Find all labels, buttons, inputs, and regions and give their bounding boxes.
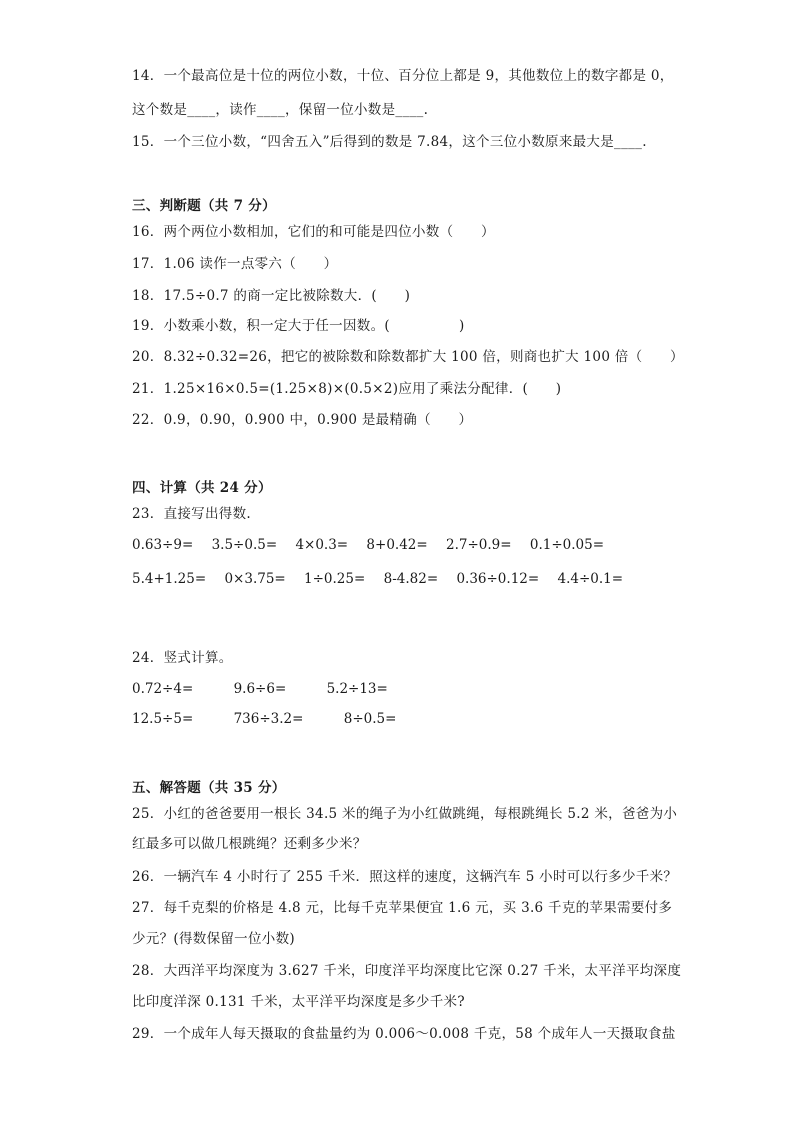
section-3-heading: 三、判断题（共 7 分）: [132, 198, 276, 214]
question-24: 24．竖式计算。: [132, 650, 233, 666]
question-16: 16．两个两位小数相加，它们的和可能是四位小数（ ）: [132, 224, 495, 240]
question-19: 19．小数乘小数，积一定大于任一因数。( ): [132, 318, 465, 334]
question-22: 22．0.9，0.90，0.900 中，0.900 是最精确（ ）: [132, 412, 473, 428]
oral-calc-item: 0×3.75=: [224, 571, 286, 587]
oral-calc-item: 3.5÷0.5=: [211, 537, 278, 553]
question-17: 17．1.06 读作一点零六（ ）: [132, 256, 338, 272]
question-25-line-2: 红最多可以做几根跳绳？还剩多少米？: [132, 836, 367, 852]
vertical-calc-item: 0.72÷4=: [132, 681, 194, 697]
oral-calc-row-2: [132, 569, 623, 589]
oral-calc-item: 1÷0.25=: [304, 571, 366, 587]
section-5-heading: 五、解答题（共 35 分）: [132, 780, 286, 796]
question-23: 23．直接写出得数.: [132, 506, 251, 522]
question-14-line-2: 这个数是____，读作____，保留一位小数是____.: [132, 102, 429, 118]
question-25-line-1: 25．小红的爸爸要用一根长 34.5 米的绳子为小红做跳绳，每根跳绳长 5.2 米，爸爸为小: [132, 806, 678, 822]
vertical-calc-item: 9.6÷6=: [233, 681, 287, 697]
section-4-heading: 四、计算（共 24 分）: [132, 480, 272, 496]
oral-calc-item: 5.4+1.25=: [132, 571, 207, 587]
question-18: 18．17.5÷0.7 的商一定比被除数大．( ): [132, 288, 411, 304]
question-26: 26．一辆汽车 4 小时行了 255 千米．照这样的速度，这辆汽车 5 小时可以行多少千米？: [132, 869, 678, 885]
vertical-calc-item: 5.2÷13=: [326, 681, 388, 697]
oral-calc-item: 4.4÷0.1=: [557, 571, 624, 587]
oral-calc-item: 8+0.42=: [366, 537, 428, 553]
vertical-calc-item: 736÷3.2=: [233, 711, 304, 727]
oral-calc-item: 4×0.3=: [295, 537, 349, 553]
vertical-calc-item: 8÷0.5=: [343, 711, 397, 727]
oral-calc-item: 0.36÷0.12=: [456, 571, 540, 587]
oral-calc-item: 0.1÷0.05=: [529, 537, 605, 553]
question-27-line-1: 27．每千克梨的价格是 4.8 元，比每千克苹果便宜 1.6 元，买 3.6 千克的苹果需要付多: [132, 900, 673, 916]
question-21: 21．1.25×16×0.5=(1.25×8)×(0.5×2)应用了乘法分配律．( ): [132, 381, 562, 397]
oral-calc-item: 0.63÷9=: [132, 537, 194, 553]
question-28-line-1: 28．大西洋平均深度为 3.627 千米，印度洋平均深度比它深 0.27 千米，太平洋平均深度: [132, 963, 682, 979]
vertical-calc-item: 12.5÷5=: [132, 711, 194, 727]
oral-calc-item: 8-4.82=: [383, 571, 439, 587]
question-27-line-2: 少元？(得数保留一位小数): [132, 931, 295, 947]
question-28-line-2: 比印度洋深 0.131 千米，太平洋平均深度是多少千米?: [132, 994, 465, 1010]
question-15: 15．一个三位小数，“四舍五入”后得到的数是 7.84，这个三位小数原来最大是____.: [132, 134, 647, 150]
oral-calc-item: 2.7÷0.9=: [446, 537, 512, 553]
question-20: 20．8.32÷0.32=26，把它的被除数和除数都扩大 100 倍，则商也扩大 100 倍（ ）: [132, 349, 684, 365]
question-29-line-1: 29．一个成年人每天摄取的食盐量约为 0.006～0.008 千克，58 个成年人一天摄取食盐: [132, 1026, 676, 1042]
vertical-calc-row-1: [132, 679, 388, 699]
oral-calc-row-1: [132, 535, 604, 555]
vertical-calc-row-2: [132, 709, 396, 729]
question-14-line-1: 14．一个最高位是十位的两位小数，十位、百分位上都是 9，其他数位上的数字都是 0，: [132, 68, 674, 84]
